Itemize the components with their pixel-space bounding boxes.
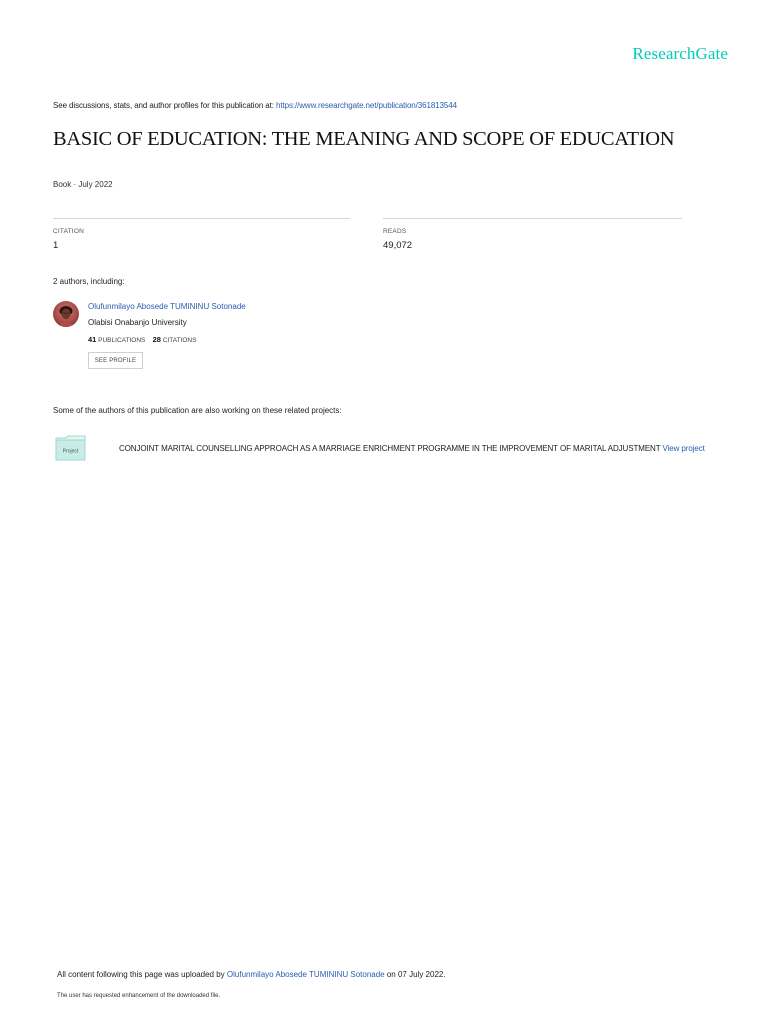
project-title-text: CONJOINT MARITAL COUNSELLING APPROACH AS A MARRIAGE ENRICHMENT PROGRAMME IN THE IMPROVEMENT OF MARITAL ADJUSTMENT — [119, 444, 661, 453]
author-institution: Olabisi Onabanjo University — [88, 318, 187, 327]
author-stats — [88, 335, 196, 344]
uploader-link[interactable]: Olufunmilayo Abosede TUMININU Sotonade — [226, 970, 385, 979]
citations-count: 28 — [152, 335, 161, 344]
see-discussions-line — [53, 101, 457, 110]
publication-title: BASIC OF EDUCATION: THE MEANING AND SCOPE OF EDUCATION — [53, 128, 675, 150]
enhancement-note: The user has requested enhancement of the downloaded file. — [57, 993, 221, 999]
project-icon-label: Project — [62, 448, 79, 455]
publication-url-link[interactable]: https://www.researchgate.net/publication/361813544 — [276, 101, 457, 110]
author-name-link[interactable]: Olufunmilayo Abosede TUMININU Sotonade — [88, 302, 246, 311]
citation-value: 1 — [53, 240, 59, 251]
divider — [383, 218, 682, 219]
publication-type-date: Book · July 2022 — [53, 180, 113, 189]
authors-count: 2 authors, including: — [53, 277, 125, 286]
uploaded-by-line — [57, 970, 446, 979]
uploaded-suffix: on 07 July 2022. — [386, 970, 446, 979]
project-title — [119, 444, 705, 453]
publications-label: PUBLICATIONS — [98, 337, 146, 344]
reads-label: READS — [383, 228, 407, 235]
related-projects-heading: Some of the authors of this publication are also working on these related projects: — [53, 406, 342, 415]
author-avatar[interactable] — [53, 301, 79, 327]
uploaded-prefix: All content following this page was uploaded by — [57, 970, 225, 979]
researchgate-logo[interactable]: ResearchGate — [632, 44, 728, 63]
reads-value: 49,072 — [383, 240, 413, 251]
divider — [53, 218, 350, 219]
see-profile-button[interactable]: SEE PROFILE — [88, 352, 143, 369]
publications-count: 41 — [88, 335, 97, 344]
see-discussions-text: See discussions, stats, and author profiles for this publication at: — [53, 101, 274, 110]
citation-label: CITATION — [53, 228, 84, 235]
citation-stat — [53, 218, 350, 251]
view-project-link[interactable]: View project — [662, 444, 705, 453]
reads-stat — [383, 218, 682, 251]
project-folder-icon[interactable] — [55, 435, 86, 461]
citations-label: CITATIONS — [162, 337, 197, 344]
